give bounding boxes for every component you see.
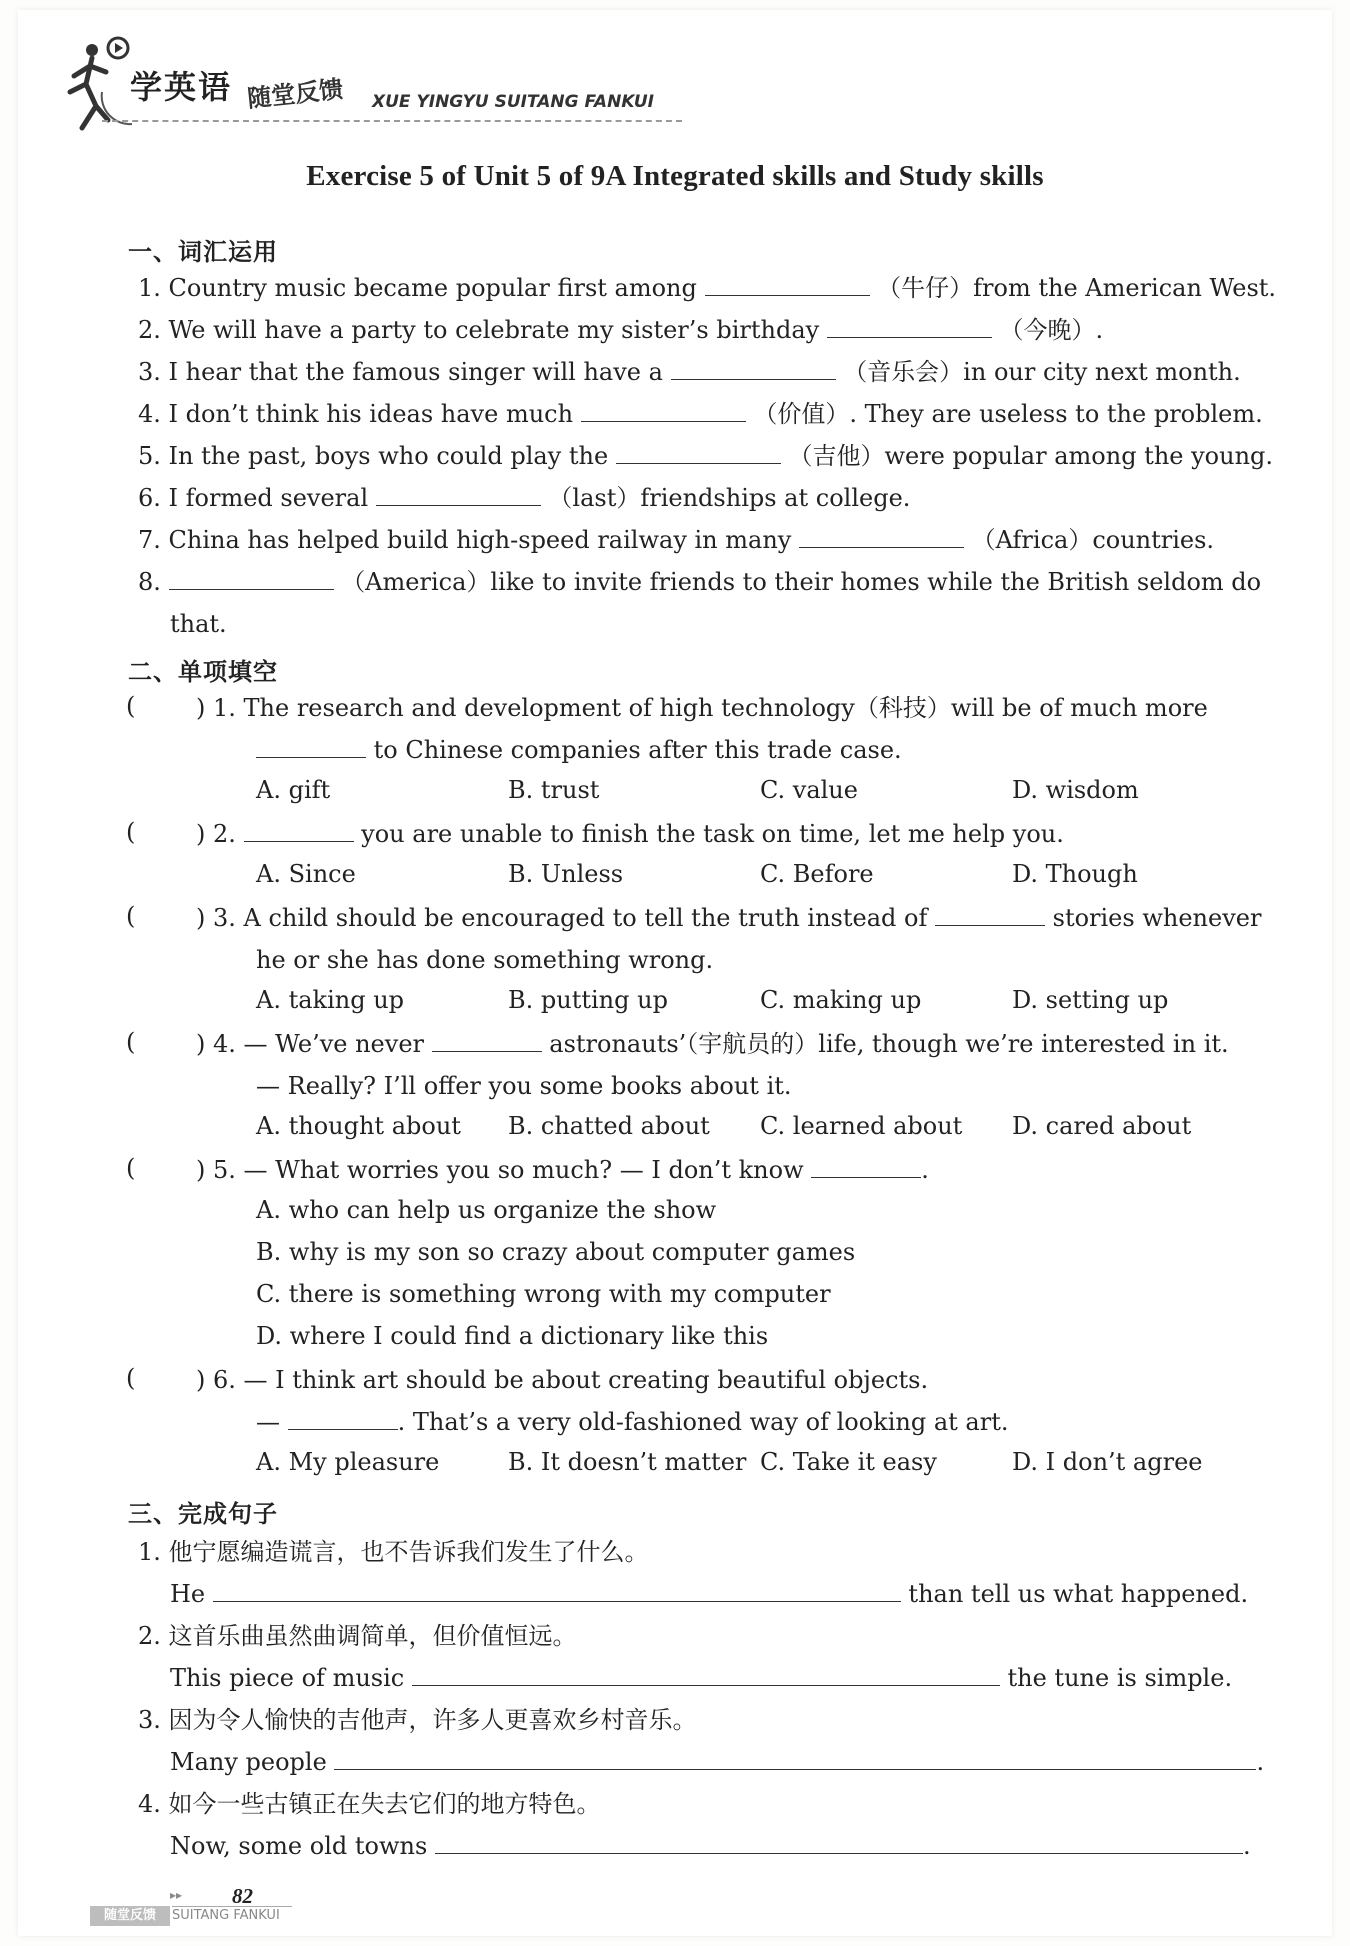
question-text: — I think art should be about creating beautiful objects. (243, 1366, 929, 1394)
answer-blank (432, 1029, 542, 1052)
mc-question-2 (196, 818, 1064, 850)
answer-blank[interactable] (671, 357, 836, 380)
translation-prompt-4: 4. 如今一些古镇正在失去它们的地方特色。 (138, 1790, 601, 1818)
option-a[interactable]: A. taking up (256, 986, 405, 1014)
vocab-text: （今晚）. (999, 316, 1104, 344)
sentence-start: He (170, 1580, 206, 1608)
vocab-text: （America）like to invite friends to their homes while the British seldom do (341, 568, 1262, 596)
translation-answer-1 (170, 1578, 1248, 1610)
footer-pinyin: SUITANG FANKUI (172, 1908, 280, 1923)
question-number: ) 1. (196, 694, 236, 722)
footer-divider (172, 1906, 292, 1907)
question-text: stories whenever (1052, 904, 1262, 932)
answer-line[interactable] (412, 1663, 1000, 1686)
sentence-end: . (1242, 1832, 1251, 1860)
vocab-item-7 (138, 524, 1214, 556)
mc-question-1 (196, 692, 1208, 724)
option-c[interactable]: C. making up (760, 986, 922, 1014)
question-text: astronauts’（宇航员的）life, though we’re interested in it. (549, 1030, 1229, 1058)
answer-blank (244, 819, 354, 842)
option-d[interactable]: D. setting up (1012, 986, 1169, 1014)
answer-line[interactable] (435, 1831, 1243, 1854)
answer-paren[interactable]: ( (126, 1364, 136, 1392)
sentence-start: Many people (170, 1748, 327, 1776)
option-c[interactable]: C. value (760, 776, 858, 804)
vocab-item-8 (138, 566, 1261, 598)
vocab-text: （吉他）were popular among the young. (788, 442, 1274, 470)
vocab-text: （音乐会）in our city next month. (843, 358, 1241, 386)
vocab-item-6 (138, 482, 910, 514)
vocab-text: 8. (138, 568, 161, 596)
option-a[interactable]: A. My pleasure (256, 1448, 440, 1476)
translation-prompt-2: 2. 这首乐曲虽然曲调简单，但价值恒远。 (138, 1622, 577, 1650)
answer-blank[interactable] (169, 567, 334, 590)
question-text: . That’s a very old-fashioned way of looking at art. (397, 1408, 1009, 1436)
brand-chinese-title: 学英语 (130, 68, 233, 106)
answer-blank[interactable] (376, 483, 541, 506)
vocab-text: 4. I don’t think his ideas have much (138, 400, 574, 428)
option-d[interactable]: D. I don’t agree (1012, 1448, 1203, 1476)
question-text: The research and development of high technology（科技）will be of much more (243, 694, 1208, 722)
answer-paren[interactable]: ( (126, 692, 136, 720)
question-number: ) 3. (196, 904, 236, 932)
vocab-text: 1. Country music became popular first among (138, 274, 697, 302)
answer-blank[interactable] (581, 399, 746, 422)
vocab-item-1 (138, 272, 1276, 304)
page-header (62, 22, 682, 132)
question-number: ) 2. (196, 820, 236, 848)
option-c[interactable]: C. learned about (760, 1112, 963, 1140)
mc-question-6 (196, 1364, 928, 1396)
vocab-text: 2. We will have a party to celebrate my sister’s birthday (138, 316, 820, 344)
question-text: — What worries you so much? — I don’t know (243, 1156, 804, 1184)
answer-paren[interactable]: ( (126, 902, 136, 930)
footer-badge: 随堂反馈 (90, 1906, 170, 1926)
option-b[interactable]: B. trust (508, 776, 600, 804)
question-number: ) 4. (196, 1030, 236, 1058)
question-text: A child should be encouraged to tell the truth instead of (243, 904, 928, 932)
question-text: you are unable to finish the task on time, let me help you. (361, 820, 1064, 848)
option-a[interactable]: A. gift (256, 776, 331, 804)
answer-paren[interactable]: ( (126, 1028, 136, 1056)
question-number: ) 5. (196, 1156, 236, 1184)
answer-blank (811, 1155, 921, 1178)
answer-blank[interactable] (616, 441, 781, 464)
sentence-end: than tell us what happened. (908, 1580, 1249, 1608)
answer-blank (288, 1407, 398, 1430)
option-a[interactable]: A. Since (256, 860, 356, 888)
option-c[interactable]: C. there is something wrong with my computer (256, 1280, 831, 1308)
answer-blank (935, 903, 1045, 926)
vocab-item-8-continuation: that. (170, 610, 227, 638)
answer-line[interactable] (213, 1579, 901, 1602)
translation-answer-3 (170, 1746, 1264, 1778)
vocab-text: （Africa）countries. (971, 526, 1215, 554)
vocab-item-4 (138, 398, 1263, 430)
option-b[interactable]: B. putting up (508, 986, 668, 1014)
section-heading-multiple-choice: 二、单项填空 (128, 658, 278, 686)
option-d[interactable]: D. cared about (1012, 1112, 1192, 1140)
option-d[interactable]: D. Though (1012, 860, 1138, 888)
vocab-text: 6. I formed several (138, 484, 369, 512)
answer-blank (256, 735, 366, 758)
option-a[interactable]: A. who can help us organize the show (256, 1196, 717, 1224)
brand-pinyin: XUE YINGYU SUITANG FANKUI (372, 92, 655, 112)
option-b[interactable]: B. Unless (508, 860, 624, 888)
translation-answer-4 (170, 1830, 1251, 1862)
vocab-text: 5. In the past, boys who could play the (138, 442, 609, 470)
option-b[interactable]: B. chatted about (508, 1112, 710, 1140)
question-text: to Chinese companies after this trade case. (373, 736, 902, 764)
vocab-item-2 (138, 314, 1103, 346)
question-text: — (256, 1408, 280, 1436)
option-b[interactable]: B. why is my son so crazy about computer games (256, 1238, 856, 1266)
question-text: . (921, 1156, 929, 1184)
mc-question-4-cont: — Really? I’ll offer you some books about it. (256, 1072, 792, 1100)
header-divider (102, 120, 682, 122)
answer-line[interactable] (334, 1747, 1256, 1770)
translation-prompt-1: 1. 他宁愿编造谎言，也不告诉我们发生了什么。 (138, 1538, 649, 1566)
mc-question-4 (196, 1028, 1229, 1060)
mc-question-3-cont: he or she has done something wrong. (256, 946, 714, 974)
vocab-text: （last）friendships at college. (548, 484, 911, 512)
mc-question-1-cont (256, 734, 902, 766)
question-text: — We’ve never (243, 1030, 424, 1058)
answer-blank[interactable] (705, 273, 870, 296)
vocab-item-3 (138, 356, 1241, 388)
option-c[interactable]: C. Before (760, 860, 874, 888)
translation-answer-2 (170, 1662, 1232, 1694)
page-number: 82 (232, 1884, 253, 1908)
sentence-end: . (1256, 1748, 1265, 1776)
answer-paren[interactable]: ( (126, 818, 136, 846)
option-d[interactable]: D. where I could find a dictionary like this (256, 1322, 769, 1350)
option-d[interactable]: D. wisdom (1012, 776, 1139, 804)
runner-logo-icon (62, 32, 132, 132)
mc-question-6-cont (256, 1406, 1008, 1438)
sentence-start: This piece of music (170, 1664, 405, 1692)
vocab-text: 3. I hear that the famous singer will have a (138, 358, 663, 386)
answer-blank[interactable] (799, 525, 964, 548)
translation-prompt-3: 3. 因为令人愉快的吉他声，许多人更喜欢乡村音乐。 (138, 1706, 697, 1734)
brand-chinese-subtitle: 随堂反馈 (246, 75, 345, 113)
option-a[interactable]: A. thought about (256, 1112, 461, 1140)
sentence-start: Now, some old towns (170, 1832, 428, 1860)
option-b[interactable]: B. It doesn’t matter (508, 1448, 747, 1476)
answer-blank[interactable] (827, 315, 992, 338)
page-title: Exercise 5 of Unit 5 of 9A Integrated skills and Study skills (306, 160, 1044, 192)
vocab-text: 7. China has helped build high-speed railway in many (138, 526, 792, 554)
answer-paren[interactable]: ( (126, 1154, 136, 1182)
section-heading-vocabulary: 一、词汇运用 (128, 238, 278, 266)
mc-question-3 (196, 902, 1261, 934)
mc-question-5 (196, 1154, 929, 1186)
vocab-item-5 (138, 440, 1273, 472)
footer-arrows-icon: ▸▸ (170, 1888, 183, 1902)
sentence-end: the tune is simple. (1007, 1664, 1233, 1692)
vocab-text: （价值）. They are useless to the problem. (753, 400, 1263, 428)
section-heading-complete-sentences: 三、完成句子 (128, 1500, 278, 1528)
option-c[interactable]: C. Take it easy (760, 1448, 937, 1476)
question-number: ) 6. (196, 1366, 236, 1394)
vocab-text: （牛仔）from the American West. (877, 274, 1277, 302)
